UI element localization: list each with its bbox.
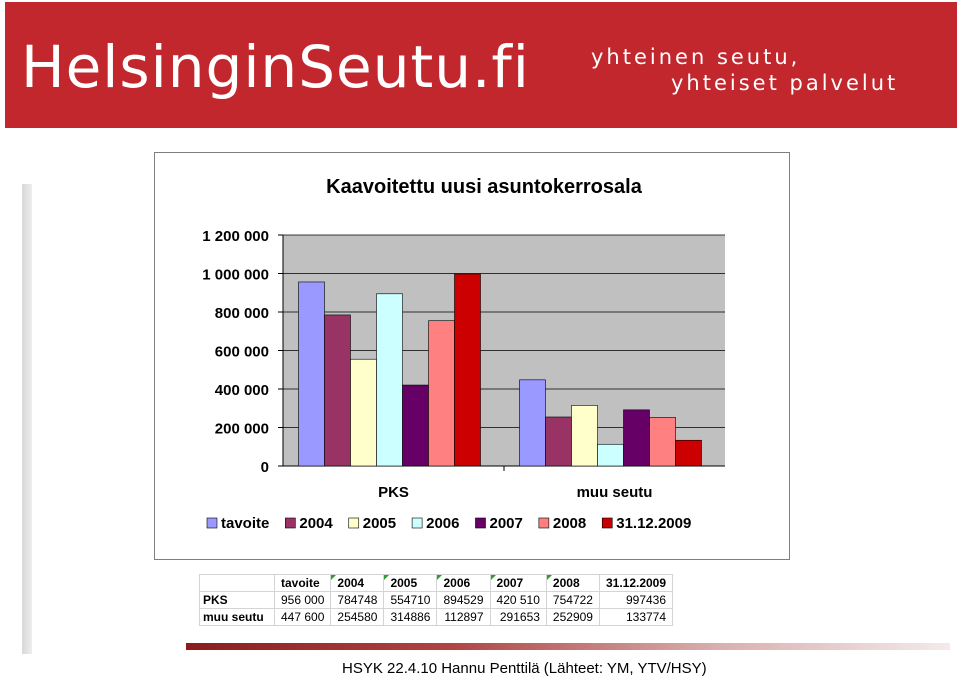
legend-swatch (412, 518, 422, 528)
y-tick-label: 400 000 (214, 382, 269, 399)
table-header-2007: 2007 (490, 575, 546, 592)
table-cell: 252909 (546, 609, 599, 626)
table-cell: 254580 (331, 609, 384, 626)
table-header-2009: 31.12.2009 (599, 575, 672, 592)
legend-swatch (539, 518, 549, 528)
legend-swatch (602, 518, 612, 528)
legend-label: 2005 (362, 515, 397, 532)
table-row-label: muu seutu (200, 609, 275, 626)
table-cell: 554710 (384, 592, 437, 609)
slogan-line-2: yhteiset palvelut (671, 71, 899, 95)
legend-swatch (475, 518, 485, 528)
y-tick-label: 0 (260, 459, 269, 476)
x-category-label: muu seutu (576, 484, 653, 501)
bar-2006 (377, 294, 403, 466)
legend-label: 2004 (299, 515, 333, 532)
bar-2004 (325, 315, 351, 466)
table-cell: 997436 (599, 592, 672, 609)
legend-label: 2007 (489, 515, 523, 532)
y-tick-label: 1 200 000 (202, 228, 269, 245)
legend-swatch (285, 518, 295, 528)
bar-2005 (572, 405, 598, 466)
chart (154, 152, 790, 560)
bar-2004 (546, 417, 572, 466)
table-cell: 112897 (437, 609, 490, 626)
table-cell: 956 000 (275, 592, 331, 609)
table-header-2006: 2006 (437, 575, 490, 592)
y-tick-label: 1 000 000 (202, 266, 269, 284)
table-header-tavoite: tavoite (275, 575, 331, 592)
y-tick-label: 800 000 (214, 305, 269, 322)
table-cell: 784748 (331, 592, 384, 609)
table-cell: 291653 (490, 609, 546, 626)
legend-label: 2006 (426, 515, 460, 532)
legend-label: 2008 (552, 515, 587, 532)
slogan-line-1: yhteinen seutu, (591, 45, 801, 69)
bar-2007 (624, 410, 650, 466)
table-row (200, 609, 673, 626)
header-banner (5, 2, 957, 128)
table-cell: 314886 (384, 609, 437, 626)
side-decoration (22, 184, 32, 654)
table-cell: 894529 (437, 592, 490, 609)
table-cell: 447 600 (275, 609, 331, 626)
bar-2006 (598, 444, 624, 466)
y-tick-label: 200 000 (214, 420, 269, 438)
bar-2005 (351, 359, 377, 466)
bar-31-12-2009 (455, 274, 481, 466)
bar-2007 (403, 385, 429, 466)
table-header-2005: 2005 (384, 575, 437, 592)
bar-tavoite (299, 282, 325, 466)
data-table (199, 574, 673, 626)
logo: HelsinginSeutu.fi (21, 33, 530, 101)
legend-label: tavoite (221, 515, 270, 532)
table-header-row (200, 575, 673, 592)
table-row-label: PKS (200, 592, 275, 609)
table-cell: 133774 (599, 609, 672, 626)
table-corner (200, 575, 275, 592)
chart-title: Kaavoitettu uusi asuntokerrosala (326, 176, 642, 198)
slogan (591, 44, 898, 96)
legend-swatch (207, 518, 217, 528)
table-cell: 420 510 (490, 592, 546, 609)
chart-svg (155, 153, 789, 559)
bar-2008 (429, 321, 455, 466)
table-row (200, 592, 673, 609)
table-header-2004: 2004 (331, 575, 384, 592)
y-tick-label: 600 000 (214, 343, 269, 361)
bar-2008 (650, 417, 676, 466)
bar-tavoite (520, 380, 546, 466)
x-category-label: PKS (378, 484, 409, 501)
footer-divider (186, 643, 950, 650)
bar-31-12-2009 (676, 440, 702, 466)
footer-text: HSYK 22.4.10 Hannu Penttilä (Lähteet: YM, YTV/HSY) (342, 660, 707, 677)
table-header-2008: 2008 (546, 575, 599, 592)
legend-swatch (349, 518, 359, 528)
table-cell: 754722 (546, 592, 599, 609)
legend-label: 31.12.2009 (616, 515, 692, 532)
